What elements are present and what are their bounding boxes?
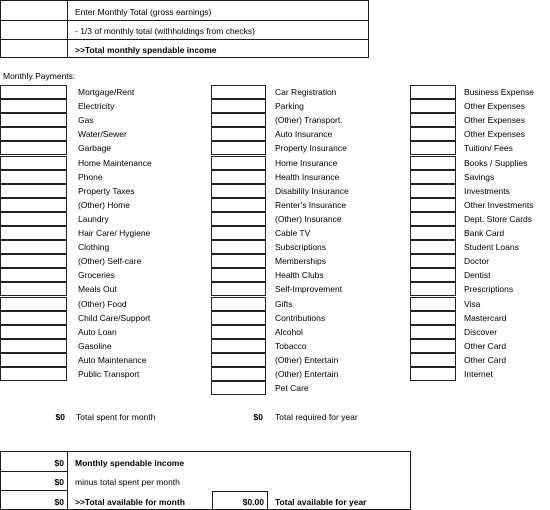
payment-category-label: Other Investments [464,200,534,210]
amount-input[interactable] [211,85,266,99]
summary-spendable-value: $0 [54,458,64,468]
amount-input[interactable] [211,367,266,381]
payment-category-label: Student Loans [464,242,519,252]
amount-input[interactable] [410,212,456,226]
summary-spendable-label: Monthly spendable income [75,458,185,468]
total-spendable-income-value [1,40,66,57]
amount-input[interactable] [410,184,456,198]
payment-category-label: Property Taxes [78,186,135,196]
payment-category-label: (Other) Food [78,299,127,309]
withholdings-input[interactable] [1,21,66,38]
gross-earnings-label: Enter Monthly Total (gross earnings) [75,7,212,17]
payment-category-label: Investments [464,186,510,196]
payment-category-label: (Other) Self-care [78,256,142,266]
amount-input[interactable] [410,311,456,325]
payment-category-label: (Other) Home [78,200,130,210]
amount-input[interactable] [0,212,67,226]
header-divider [67,0,68,58]
amount-input[interactable] [410,99,456,113]
payment-category-label: Gifts [275,299,293,309]
amount-input[interactable] [410,254,456,268]
amount-input[interactable] [0,268,67,282]
gross-earnings-input[interactable] [1,1,66,19]
amount-input[interactable] [410,198,456,212]
summary-month-available-label: >>Total available for month [75,497,185,507]
amount-input[interactable] [0,198,67,212]
amount-input[interactable] [410,325,456,339]
amount-input[interactable] [211,240,266,254]
amount-input[interactable] [410,156,456,170]
payment-category-label: Garbage [78,143,112,153]
summary-row-line-2 [0,490,67,491]
amount-input[interactable] [211,170,266,184]
amount-input[interactable] [410,297,456,311]
amount-input[interactable] [211,184,266,198]
amount-input[interactable] [0,113,67,127]
amount-input[interactable] [211,113,266,127]
payment-category-label: Auto Maintenance [78,355,147,365]
amount-input[interactable] [0,282,67,296]
amount-input[interactable] [0,85,67,99]
payment-category-label: Pet Care [275,383,309,393]
payment-category-label: Subscriptions [275,242,327,252]
amount-input[interactable] [410,367,456,381]
amount-input[interactable] [410,141,456,155]
payment-category-label: Internet [464,369,493,379]
payment-category-label: Property Insurance [275,143,347,153]
payment-category-label: Mastercard [464,313,507,323]
payment-category-label: (Other) Entertain [275,369,339,379]
amount-input[interactable] [0,297,67,311]
amount-input[interactable] [211,381,266,395]
amount-input[interactable] [0,170,67,184]
payment-category-label: Groceries [78,270,115,280]
payment-category-label: Disability Insurance [275,186,349,196]
payment-category-label: Dentist [464,270,491,280]
amount-input[interactable] [410,240,456,254]
amount-input[interactable] [0,141,67,155]
amount-input[interactable] [0,367,67,381]
amount-input[interactable] [0,339,67,353]
amount-input[interactable] [211,198,266,212]
payment-category-label: Home Insurance [275,158,338,168]
payment-category-label: Laundry [78,214,109,224]
payment-category-label: Discover [464,327,498,337]
amount-input[interactable] [211,254,266,268]
summary-spent-label: minus total spent per month [75,477,180,487]
payment-category-label: Other Expenses [464,101,525,111]
total-required-label: Total required for year [275,412,358,422]
payment-category-label: Other Card [464,355,507,365]
payment-category-label: Meals Out [78,284,117,294]
amount-input[interactable] [211,339,266,353]
payment-category-label: Mortgage/Rent [78,87,135,97]
payment-category-label: Hair Care/ Hygiene [78,228,151,238]
amount-input[interactable] [0,311,67,325]
payment-category-label: Public Transport [78,369,140,379]
amount-input[interactable] [0,226,67,240]
payment-category-label: (Other) Insurance [275,214,342,224]
amount-input[interactable] [211,268,266,282]
amount-input[interactable] [0,127,67,141]
amount-input[interactable] [211,212,266,226]
amount-input[interactable] [0,353,67,367]
amount-input[interactable] [410,113,456,127]
amount-input[interactable] [211,311,266,325]
amount-input[interactable] [410,339,456,353]
payment-category-label: Prescriptions [464,284,514,294]
payment-category-label: Business Expense [464,87,534,97]
monthly-payments-heading: Monthly Payments: [3,71,76,81]
payment-category-label: (Other) Transport. [275,115,343,125]
payment-category-label: Bank Card [464,228,505,238]
payment-category-label: Child Care/Support [78,313,151,323]
payment-category-label: Self-Improvement [275,284,343,294]
amount-input[interactable] [211,297,266,311]
amount-input[interactable] [211,99,266,113]
amount-input[interactable] [410,268,456,282]
total-spendable-income-label: >>Total monthly spendable income [75,45,217,55]
summary-divider [67,451,68,510]
payment-category-label: Alcohol [275,327,303,337]
payment-category-label: Health Clubs [275,270,324,280]
payment-category-label: Water/Sewer [78,129,127,139]
amount-input[interactable] [211,282,266,296]
payment-category-label: Visa [464,299,481,309]
payment-category-label: Phone [78,172,103,182]
amount-input[interactable] [0,184,67,198]
payment-category-label: Cable TV [275,228,311,238]
payment-category-label: Auto Loan [78,327,117,337]
summary-spent-value: $0 [54,477,64,487]
amount-input[interactable] [0,156,67,170]
payment-category-label: Other Expenses [464,129,525,139]
payment-category-label: Home Maintenance [78,158,152,168]
amount-input[interactable] [0,99,67,113]
payment-category-label: Electricity [78,101,115,111]
amount-input[interactable] [211,141,266,155]
amount-input[interactable] [0,254,67,268]
payment-category-label: Tuition/ Fees [464,143,513,153]
total-required-value: $0 [253,412,263,422]
amount-input[interactable] [410,282,456,296]
payment-category-label: Memberships [275,256,327,266]
payment-category-label: Contributions [275,313,326,323]
amount-input[interactable] [211,127,266,141]
amount-input[interactable] [0,325,67,339]
summary-row-line-1 [0,471,67,472]
amount-input[interactable] [211,156,266,170]
year-available-value: $0.00 [242,497,264,507]
payment-category-label: Doctor [464,256,490,266]
payment-category-label: Clothing [78,242,110,252]
payment-category-label: Parking [275,101,304,111]
payment-category-label: Tobacco [275,341,307,351]
amount-input[interactable] [410,226,456,240]
payment-category-label: Books / Supplies [464,158,528,168]
payment-category-label: Savings [464,172,495,182]
payment-category-label: Gas [78,115,94,125]
payment-category-label: Other Card [464,341,507,351]
summary-month-available-value: $0 [54,497,64,507]
total-spent-value: $0 [55,412,65,422]
amount-input[interactable] [410,85,456,99]
amount-input[interactable] [211,353,266,367]
payment-category-label: Other Expenses [464,115,525,125]
payment-category-label: Dept. Store Cards [464,214,533,224]
amount-input[interactable] [0,240,67,254]
amount-input[interactable] [410,170,456,184]
amount-input[interactable] [211,226,266,240]
payment-category-label: Car Registration [275,87,337,97]
year-available-label: Total available for year [275,497,367,507]
payment-category-label: Auto Insurance [275,129,333,139]
amount-input[interactable] [211,325,266,339]
payment-category-label: Gasoline [78,341,112,351]
amount-input[interactable] [410,353,456,367]
payment-category-label: Health Insurance [275,172,340,182]
amount-input[interactable] [410,127,456,141]
payment-category-label: (Other) Entertain [275,355,339,365]
payment-category-label: Renter's Insurance [275,200,347,210]
total-spent-label: Total spent for month [76,412,156,422]
withholdings-label: - 1/3 of monthly total (withholdings from checks) [75,26,255,36]
